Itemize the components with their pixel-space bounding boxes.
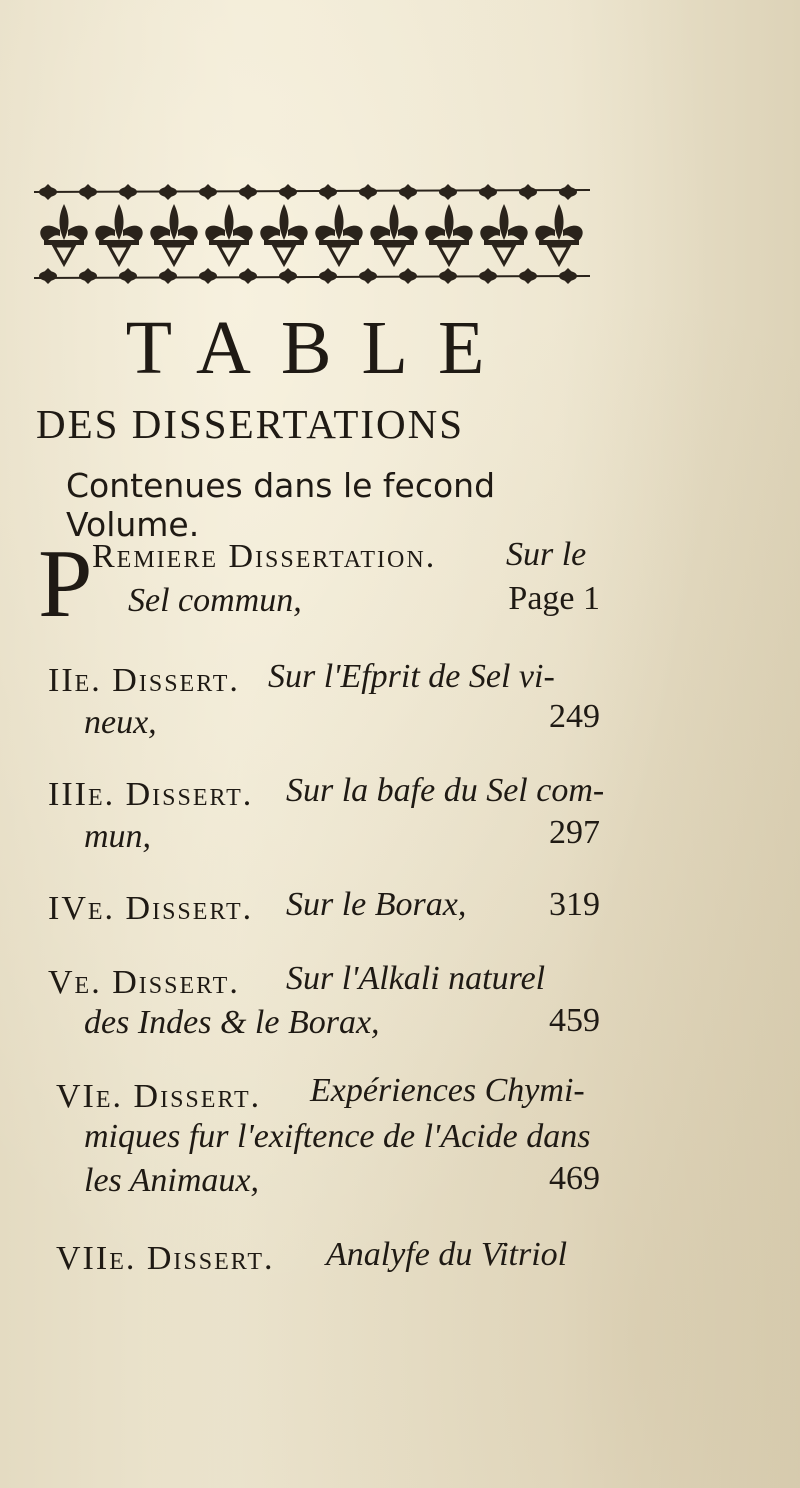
entry-3-page: 297 — [549, 814, 600, 851]
page-title: TABLE — [125, 306, 515, 390]
page-caption: Contenues dans le fecond Volume. — [66, 466, 496, 544]
entry-2-page: 249 — [549, 698, 600, 735]
entry-5-text-2: des Indes & le Borax, — [84, 1004, 380, 1041]
drop-cap: P — [38, 530, 93, 638]
page-subtitle: DES DISSERTATIONS — [36, 401, 465, 447]
entry-6-head: VIe. Dissert. — [56, 1078, 262, 1115]
fleur-de-lis-border-icon — [34, 182, 590, 288]
entry-5-head: Ve. Dissert. — [48, 964, 240, 1001]
entry-7-head: VIIe. Dissert. — [56, 1240, 275, 1277]
entry-4-head: IVe. Dissert. — [48, 890, 254, 927]
entry-3-text-2: mun, — [84, 818, 152, 855]
entry-3-text-1: Sur la bafe du Sel com- — [286, 772, 605, 809]
entry-4-page: 319 — [549, 886, 600, 923]
entry-2-text-1: Sur l'Efprit de Sel vi- — [268, 658, 555, 695]
entry-1-text-1: Sur le — [506, 536, 587, 573]
entry-5-page: 459 — [549, 1002, 600, 1039]
entry-4-text-1: Sur le Borax, — [286, 886, 467, 923]
entry-6-text-3: les Animaux, — [84, 1162, 260, 1199]
entry-5-text-1: Sur l'Alkali naturel — [286, 960, 546, 997]
entry-3-head: IIIe. Dissert. — [48, 776, 254, 813]
entry-2-head: IIe. Dissert. — [48, 662, 240, 699]
entry-6-page: 469 — [549, 1160, 600, 1197]
entry-1-text-2: Sel commun, — [128, 582, 302, 619]
entry-6-text-1: Expériences Chymi- — [310, 1072, 585, 1109]
entry-6-text-2: miques fur l'exiftence de l'Acide dans — [84, 1118, 591, 1155]
entry-2-text-2: neux, — [84, 704, 157, 741]
entry-1-head: Remiere Dissertation. — [92, 538, 437, 575]
entry-7-text-1: Analyfe du Vitriol — [326, 1236, 568, 1273]
entry-1-page: Page 1 — [508, 580, 600, 617]
